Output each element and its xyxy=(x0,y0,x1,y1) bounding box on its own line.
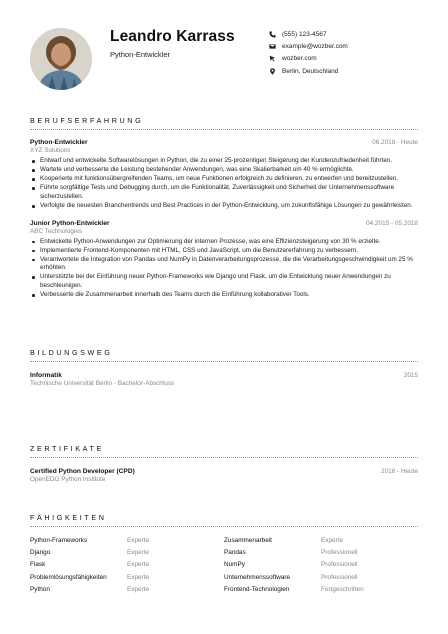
skill-name: Python xyxy=(30,585,50,593)
profile-photo xyxy=(30,28,92,90)
skill-level: Professionell xyxy=(321,549,358,557)
job-bullets xyxy=(30,157,418,211)
contact-location xyxy=(268,65,438,77)
skill-level: Experte xyxy=(127,573,150,581)
job-company: XYZ Solutions xyxy=(30,147,71,154)
job-title: Python-Entwickler xyxy=(30,139,88,146)
skill-level: Professionell xyxy=(321,561,358,569)
job-date: 06.2018 - Heute xyxy=(372,139,418,146)
job-bullets xyxy=(30,238,418,300)
skill-name: Flask xyxy=(30,561,46,569)
skills-grid xyxy=(30,537,418,593)
skill-level: Experte xyxy=(127,549,150,557)
cursor-icon xyxy=(268,55,276,63)
skill-name: Unternehmenssoftware xyxy=(224,573,291,581)
envelope-icon xyxy=(268,42,276,50)
certificates-section xyxy=(30,444,418,483)
contact-list xyxy=(268,28,438,77)
location-text: Berlin, Deutschland xyxy=(282,67,339,75)
contact-email[interactable] xyxy=(268,40,438,52)
location-pin-icon xyxy=(268,67,276,75)
education-date: 2015 xyxy=(403,372,418,379)
experience-heading: BERUFSERFAHRUNG xyxy=(30,116,418,130)
phone-icon xyxy=(268,30,276,38)
candidate-name: Leandro Karrass xyxy=(110,28,235,45)
education-entry xyxy=(30,372,418,387)
job-entry xyxy=(30,220,418,300)
job-bullet: Verbesserte die Zusammenarbeit innerhalb des Teams durch die Einführung kollaborativer Tools. xyxy=(40,291,418,300)
phone-text: (555) 123-4567 xyxy=(282,30,327,38)
contact-website[interactable] xyxy=(268,53,438,65)
education-section xyxy=(30,348,418,387)
skill-level: Experte xyxy=(127,537,150,544)
candidate-title: Python-Entwickler xyxy=(110,50,171,59)
skills-heading: FÄHIGKEITEN xyxy=(30,513,418,527)
skill-name: Problemlösungsfähigkeiten xyxy=(30,573,107,581)
job-bullet: Verfolgte die neuesten Branchentrends und Best Practices in der Python-Entwicklung, um zukunftsfähige Lösungen zu gewährleisten. xyxy=(40,202,418,211)
experience-section xyxy=(30,116,418,300)
education-heading: BILDUNGSWEG xyxy=(30,348,418,362)
website-text[interactable]: wozber.com xyxy=(282,55,317,63)
job-company: ABC Technologies xyxy=(30,227,83,235)
job-bullet: Führte sorgfältige Tests und Debugging durch, um die Funktionalität, Zuverlässigkeit und Sicherheit der Unternehmenssoftware sicherzustellen. xyxy=(40,184,418,201)
skill-level: Professionell xyxy=(321,573,358,581)
skill-name: NumPy xyxy=(224,561,245,569)
job-bullet: Entwickelte Python-Anwendungen zur Optimierung der internen Prozesse, was eine Effizienzsteigerung von 30 % erzielte. xyxy=(40,238,418,247)
job-bullet: Implementierte Frontend-Komponenten mit HTML, CSS und JavaScript, um die Benutzererfahrung zu verbessern. xyxy=(40,247,418,256)
email-text[interactable]: example@wozber.com xyxy=(282,42,348,50)
certificates-heading: ZERTIFIKATE xyxy=(30,444,418,458)
skill-level: Experte xyxy=(127,585,150,593)
skill-name: Python-Frameworks xyxy=(30,537,88,544)
skill-name: Zusammenarbeit xyxy=(224,537,272,544)
contact-phone xyxy=(268,28,438,40)
skill-name: Django xyxy=(30,549,51,557)
skill-level: Fortgeschritten xyxy=(321,585,364,593)
job-entry xyxy=(30,139,418,211)
job-bullet: Entwarf und entwickelte Softwarelösungen in Python, die zu einer 25-prozentigen Steigerung der Kundenzufriedenheit führten. xyxy=(40,157,418,166)
certificate-date: 2016 - Heute xyxy=(381,468,418,475)
skill-level: Experte xyxy=(127,561,150,569)
job-bullet: Verantwortete die Integration von Pandas und NumPy in Datenverarbeitungsprozesse, die die Verarbeitungsgeschwindigkeit um 25 % erhöhten. xyxy=(40,256,418,273)
certificate-title: Certified Python Developer (CPD) xyxy=(30,468,135,475)
job-bullet: Wartete und verbesserte die Leistung bestehender Anwendungen, was eine Skalierbarkeit um 40 % ermöglichte. xyxy=(40,166,418,175)
job-title: Junior Python-Entwickler xyxy=(30,219,110,227)
job-date: 04.2015 - 05.2018 xyxy=(366,219,418,227)
skill-name: Frontend-Technologien xyxy=(224,585,290,593)
education-institution: Technische Universität Berlin - Bachelor-Abschluss xyxy=(30,380,175,387)
skills-section xyxy=(30,513,418,593)
skill-name: Pandas xyxy=(224,549,246,557)
certificate-entry xyxy=(30,468,418,483)
education-title: Informatik xyxy=(30,372,62,379)
job-bullet: Kooperierte mit funktionsübergreifenden Teams, um neue Funktionen erfolgreich zu definieren, zu entwerfen und bereitzustellen. xyxy=(40,175,418,184)
certificate-issuer: OpenEDG Python Institute xyxy=(30,476,106,483)
skill-level: Experte xyxy=(321,537,344,544)
job-bullet: Unterstützte bei der Einführung neuer Python-Frameworks wie Django und Flask, um die Entwicklung neuer Anwendungen zu beschleunigen. xyxy=(40,273,418,290)
